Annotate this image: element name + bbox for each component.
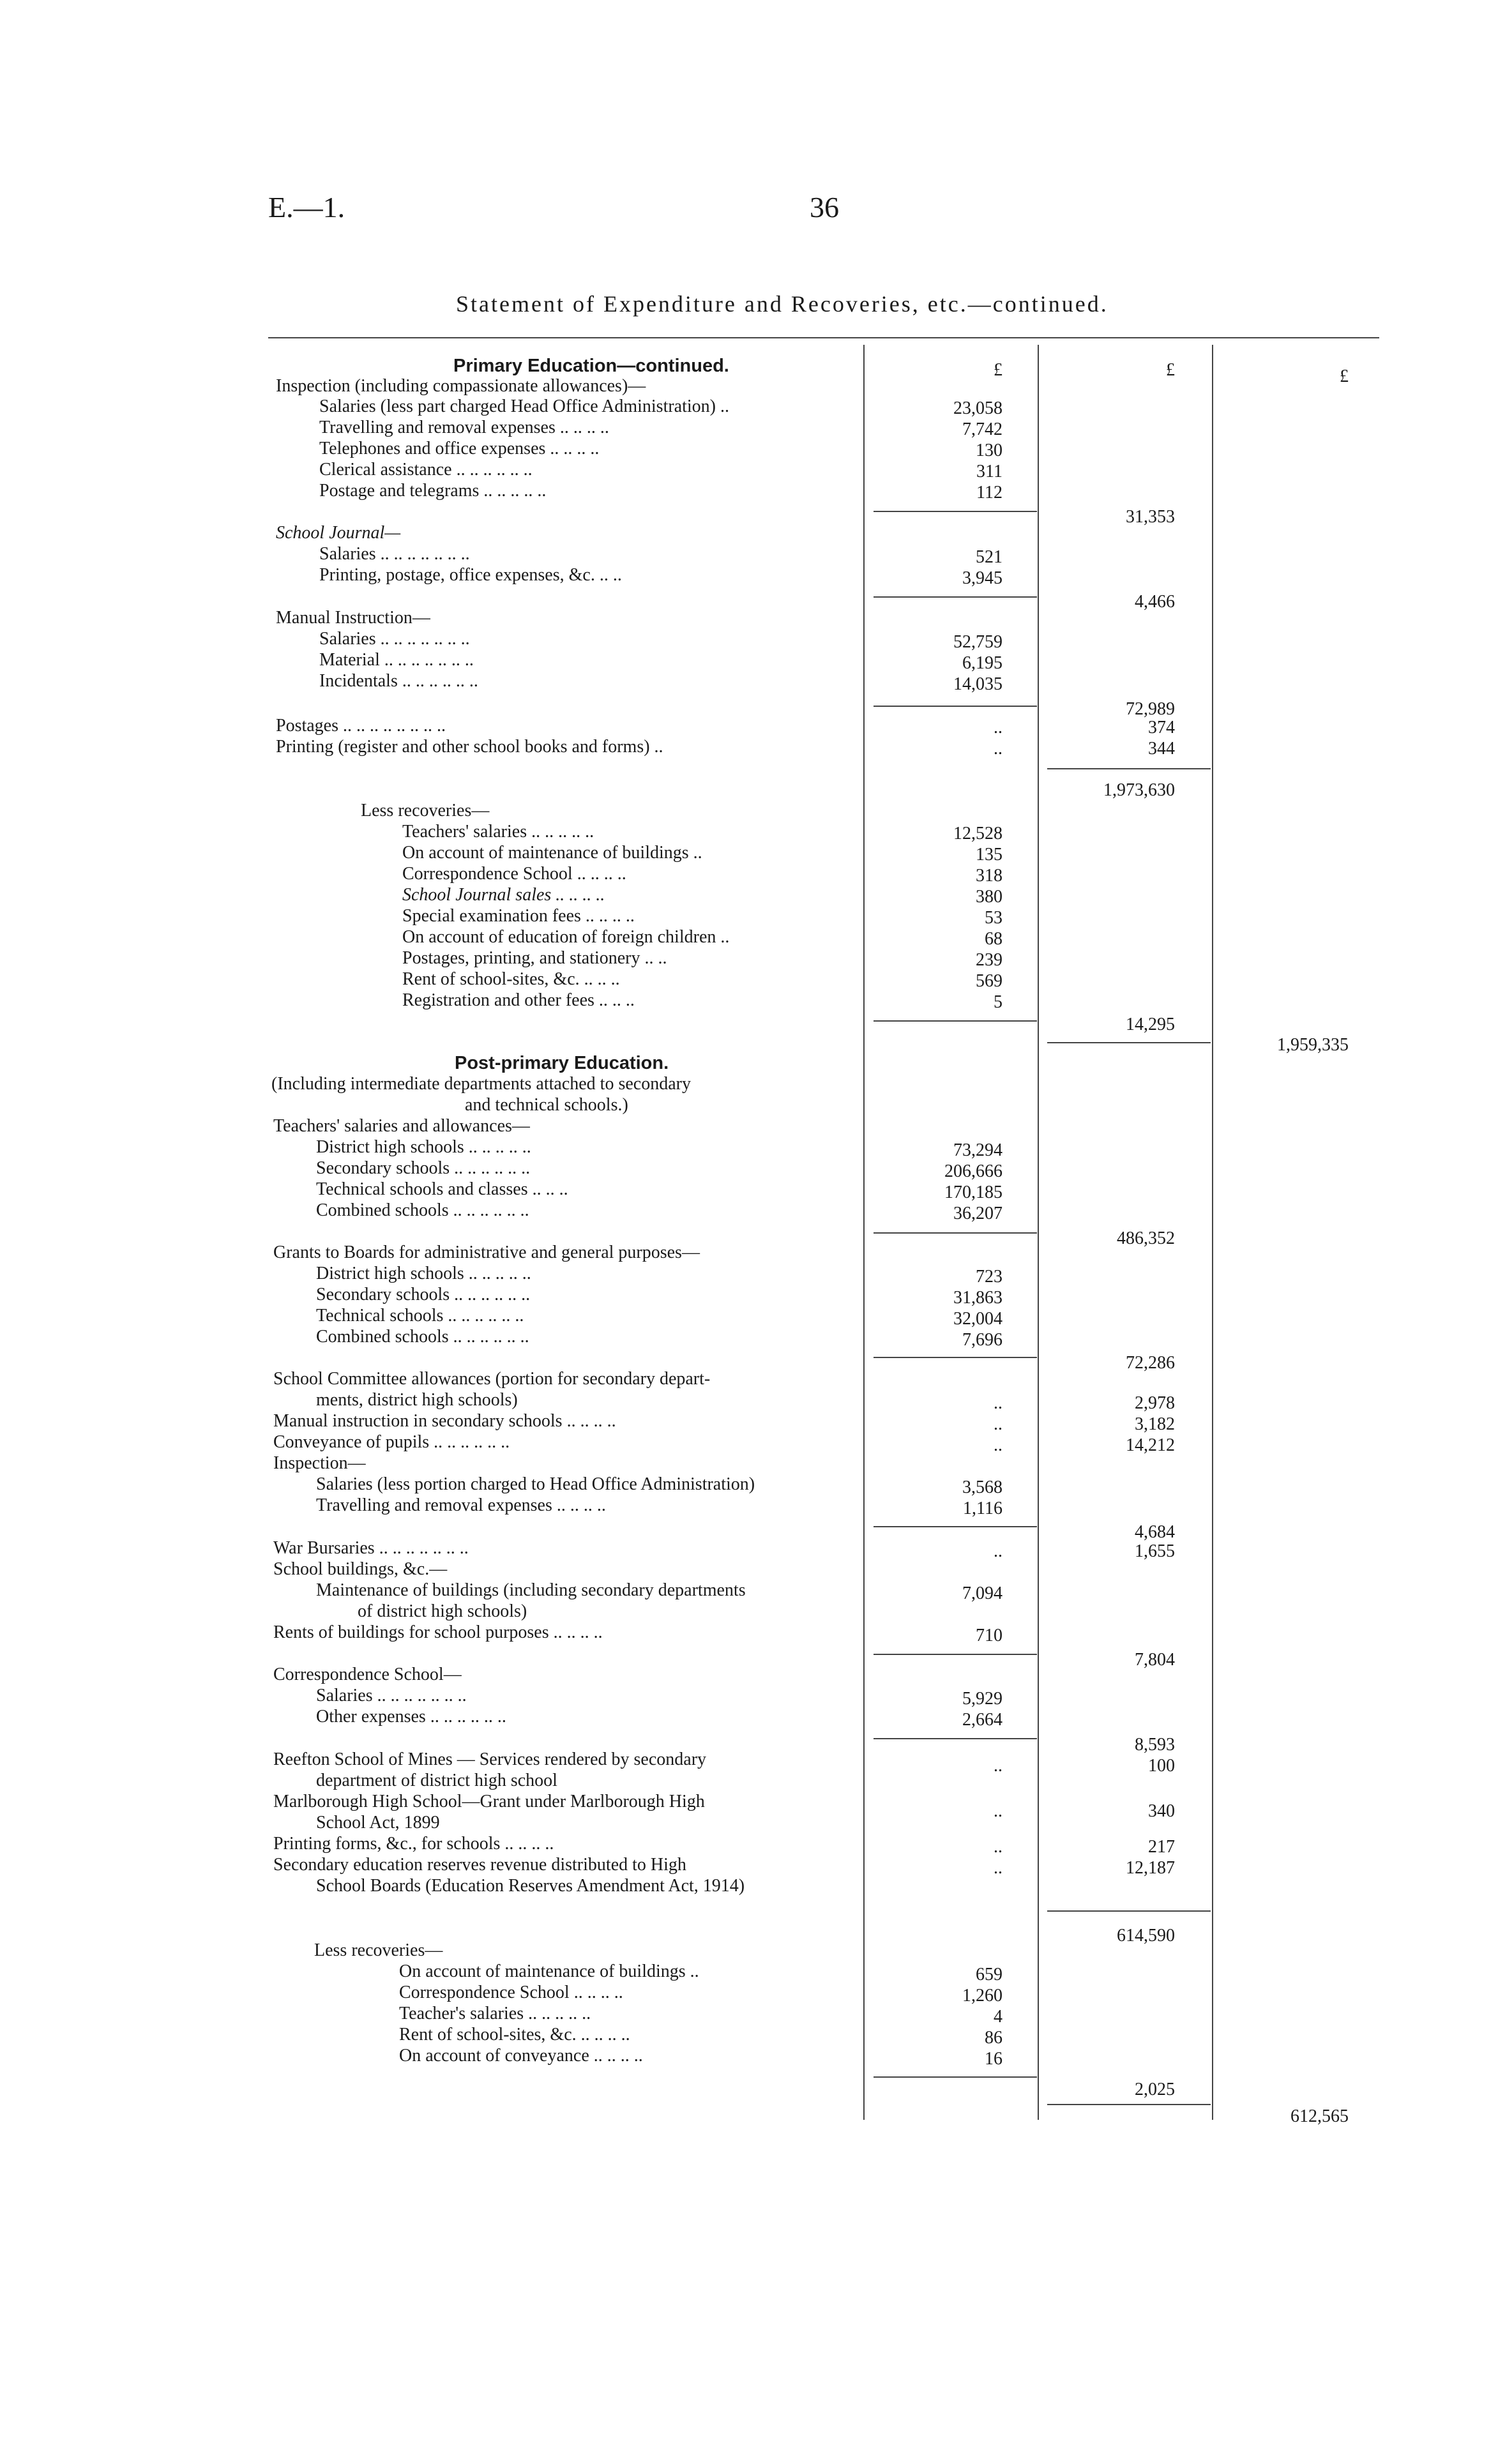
- total-rule: [1047, 1042, 1211, 1043]
- currency-col-1: £: [994, 360, 1002, 380]
- value: 2,664: [962, 1710, 1002, 1730]
- value: 68: [985, 929, 1002, 949]
- subtotal-rule: [874, 2076, 1037, 2078]
- value: 36,207: [953, 1204, 1002, 1223]
- list-item: Combined schools .. .. .. .. .. ..: [316, 1327, 529, 1347]
- reefton-label-cont: department of district high school: [316, 1771, 557, 1790]
- value: 5,929: [962, 1689, 1002, 1709]
- page-title: Statement of Expenditure and Recoveries, etc.—continued.: [456, 291, 1108, 317]
- value: 239: [976, 950, 1002, 970]
- value: ..: [994, 1541, 1002, 1561]
- grants-label: Grants to Boards for administrative and general purposes—: [273, 1243, 700, 1262]
- value: 86: [985, 2028, 1002, 2048]
- value: ..: [994, 1756, 1002, 1776]
- value: 3,568: [962, 1478, 1002, 1497]
- list-item-cont: of district high schools): [358, 1601, 527, 1621]
- gross-total: 614,590: [1117, 1926, 1175, 1946]
- committee-label: School Committee allowances (portion for secondary depart-: [273, 1369, 711, 1389]
- list-item: Postage and telegrams .. .. .. .. ..: [319, 481, 547, 501]
- value: ..: [994, 1435, 1002, 1455]
- value: 3,182: [1135, 1414, 1175, 1434]
- marlborough-label: Marlborough High School—Grant under Marlborough High: [273, 1792, 705, 1811]
- gross-total: 1,973,630: [1103, 780, 1175, 800]
- document-reference: E.—1.: [268, 191, 345, 223]
- list-item: District high schools .. .. .. .. ..: [316, 1264, 531, 1283]
- currency-col-2: £: [1166, 360, 1175, 380]
- list-item: On account of maintenance of buildings ..: [399, 1961, 699, 1981]
- conveyance-label: Conveyance of pupils .. .. .. .. .. ..: [273, 1432, 510, 1452]
- value: 710: [976, 1626, 1002, 1645]
- list-item: Printing, postage, office expenses, &c. .. ..: [319, 565, 622, 585]
- value: 16: [985, 2049, 1002, 2069]
- value: 4: [994, 2007, 1002, 2027]
- list-item: Rent of school-sites, &c. .. .. .. ..: [399, 2025, 630, 2045]
- subtotal-rule: [874, 1020, 1037, 1022]
- subtotal: 8,593: [1135, 1735, 1175, 1755]
- list-item: Postages, printing, and stationery .. ..: [402, 948, 667, 968]
- section-heading-postprimary: Post-primary Education.: [455, 1053, 669, 1073]
- net-total: 612,565: [1290, 2106, 1349, 2126]
- subtotal: 72,286: [1126, 1353, 1175, 1373]
- value: 374: [1148, 718, 1175, 737]
- value: 569: [976, 971, 1002, 991]
- list-item: Rent of school-sites, &c. .. .. ..: [402, 969, 620, 989]
- value: 311: [976, 462, 1002, 481]
- value: 5: [994, 992, 1002, 1012]
- list-item: School Journal sales .. .. .. ..: [402, 885, 605, 905]
- value: 31,863: [953, 1288, 1002, 1308]
- list-item: Registration and other fees .. .. ..: [402, 990, 635, 1010]
- marlborough-label-cont: School Act, 1899: [316, 1813, 440, 1833]
- list-item: District high schools .. .. .. .. ..: [316, 1137, 531, 1157]
- postages-label: Postages .. .. .. .. .. .. .. ..: [276, 716, 446, 736]
- list-item: Secondary schools .. .. .. .. .. ..: [316, 1285, 531, 1304]
- value: 206,666: [944, 1161, 1002, 1181]
- list-item: Other expenses .. .. .. .. .. ..: [316, 1707, 506, 1727]
- value: 7,696: [962, 1330, 1002, 1350]
- rents-label: Rents of buildings for school purposes .. .. .. ..: [273, 1622, 603, 1642]
- list-item: Correspondence School .. .. .. ..: [399, 1983, 623, 2002]
- value: 12,187: [1126, 1858, 1175, 1878]
- value: 32,004: [953, 1309, 1002, 1329]
- list-item: Salaries (less portion charged to Head Office Administration): [316, 1474, 755, 1494]
- value: ..: [994, 1414, 1002, 1434]
- note: and technical schools.): [465, 1095, 628, 1115]
- column-divider-3: [1212, 345, 1213, 2120]
- total-rule: [1047, 768, 1211, 769]
- value: 112: [976, 483, 1002, 503]
- value: 217: [1148, 1837, 1175, 1857]
- recoveries-total: 2,025: [1135, 2080, 1175, 2099]
- value: ..: [994, 718, 1002, 737]
- reserves-label: Secondary education reserves revenue distributed to High: [273, 1855, 686, 1875]
- value: 52,759: [953, 632, 1002, 652]
- list-item: Technical schools and classes .. .. ..: [316, 1179, 568, 1199]
- list-item: Salaries .. .. .. .. .. .. ..: [319, 544, 470, 564]
- section-heading-primary: Primary Education—continued.: [453, 356, 729, 376]
- buildings-label: School buildings, &c.—: [273, 1559, 448, 1579]
- value: 344: [1148, 739, 1175, 759]
- list-item: Telephones and office expenses .. .. .. ..: [319, 439, 600, 458]
- list-item: On account of maintenance of buildings ..: [402, 843, 702, 863]
- value: 380: [976, 887, 1002, 907]
- inspection-label: Inspection (including compassionate allowances)—: [276, 376, 646, 396]
- manual-label: Manual Instruction—: [276, 608, 430, 628]
- subtotal-rule: [874, 1654, 1037, 1655]
- list-item: Teacher's salaries .. .. .. .. ..: [399, 2004, 591, 2023]
- value: 521: [976, 547, 1002, 567]
- value: 1,655: [1135, 1541, 1175, 1561]
- list-item: Technical schools .. .. .. .. .. ..: [316, 1306, 524, 1326]
- currency-col-3: £: [1340, 367, 1349, 386]
- value: 7,742: [962, 419, 1002, 439]
- value: 130: [976, 441, 1002, 460]
- subtotal-rule: [874, 706, 1037, 707]
- printing-label: Printing forms, &c., for schools .. .. .. ..: [273, 1834, 554, 1854]
- value: 170,185: [944, 1183, 1002, 1202]
- value: 135: [976, 845, 1002, 865]
- value: 1,116: [963, 1499, 1002, 1518]
- reefton-label: Reefton School of Mines — Services rendered by secondary: [273, 1750, 707, 1769]
- list-item: Clerical assistance .. .. .. .. .. ..: [319, 460, 533, 480]
- list-item: Incidentals .. .. .. .. .. ..: [319, 671, 478, 691]
- net-total: 1,959,335: [1277, 1035, 1349, 1055]
- value: 53: [985, 908, 1002, 928]
- value: 12,528: [953, 824, 1002, 843]
- recoveries-label: Less recoveries—: [314, 1940, 443, 1960]
- value: ..: [994, 1837, 1002, 1857]
- subtotal-rule: [874, 1738, 1037, 1739]
- inspection-label: Inspection—: [273, 1453, 366, 1473]
- reserves-label-cont: School Boards (Education Reserves Amendment Act, 1914): [316, 1876, 745, 1896]
- printing-label: Printing (register and other school books and forms) ..: [276, 737, 663, 757]
- subtotal-rule: [874, 1526, 1037, 1527]
- value: 6,195: [962, 653, 1002, 673]
- value: 2,978: [1135, 1393, 1175, 1413]
- subtotal-rule: [874, 596, 1037, 598]
- correspondence-label: Correspondence School—: [273, 1665, 462, 1684]
- committee-label-cont: ments, district high schools): [316, 1390, 518, 1410]
- value: 14,212: [1126, 1435, 1175, 1455]
- recoveries-label: Less recoveries—: [361, 801, 490, 820]
- total-rule: [1047, 2104, 1211, 2105]
- subtotal: 31,353: [1126, 507, 1175, 527]
- page-number: 36: [810, 191, 839, 223]
- column-divider-2: [1038, 345, 1039, 2120]
- list-item: Travelling and removal expenses .. .. .. ..: [319, 418, 609, 437]
- list-item: Travelling and removal expenses .. .. .. ..: [316, 1495, 606, 1515]
- value: 3,945: [962, 568, 1002, 588]
- list-item: On account of education of foreign children ..: [402, 927, 730, 947]
- value: 1,260: [962, 1986, 1002, 2006]
- value: 23,058: [953, 398, 1002, 418]
- list-item: On account of conveyance .. .. .. ..: [399, 2046, 643, 2066]
- column-divider-1: [863, 345, 865, 2120]
- war-label: War Bursaries .. .. .. .. .. .. ..: [273, 1538, 469, 1558]
- subtotal: 4,684: [1135, 1522, 1175, 1542]
- total-rule: [1047, 1910, 1211, 1912]
- journal-label: School Journal—: [276, 523, 401, 543]
- list-item: Salaries .. .. .. .. .. .. ..: [319, 629, 470, 649]
- list-item: Special examination fees .. .. .. ..: [402, 906, 635, 926]
- value: 73,294: [953, 1140, 1002, 1160]
- recoveries-total: 14,295: [1126, 1015, 1175, 1034]
- value: 340: [1148, 1801, 1175, 1821]
- list-item: Combined schools .. .. .. .. .. ..: [316, 1200, 529, 1220]
- value: 318: [976, 866, 1002, 886]
- subtotal-rule: [874, 1357, 1037, 1358]
- value: 14,035: [953, 674, 1002, 694]
- list-item: Correspondence School .. .. .. ..: [402, 864, 626, 884]
- value: 659: [976, 1965, 1002, 1984]
- subtotal: 4,466: [1135, 592, 1175, 612]
- value: ..: [994, 739, 1002, 759]
- manual-label: Manual instruction in secondary schools .. .. .. ..: [273, 1411, 616, 1431]
- list-item: Secondary schools .. .. .. .. .. ..: [316, 1158, 531, 1178]
- value: ..: [994, 1393, 1002, 1413]
- value: 723: [976, 1267, 1002, 1287]
- value: 100: [1148, 1756, 1175, 1776]
- value: ..: [994, 1801, 1002, 1821]
- table-top-rule: [268, 337, 1379, 338]
- subtotal-rule: [874, 511, 1037, 512]
- list-item: Salaries (less part charged Head Office Administration) ..: [319, 397, 729, 416]
- list-item: Salaries .. .. .. .. .. .. ..: [316, 1686, 467, 1705]
- note: (Including intermediate departments attached to secondary: [271, 1074, 691, 1094]
- subtotal: 72,989: [1126, 699, 1175, 719]
- list-item: Teachers' salaries .. .. .. .. ..: [402, 822, 594, 842]
- value: ..: [994, 1858, 1002, 1878]
- value: 7,094: [962, 1583, 1002, 1603]
- list-item: Maintenance of buildings (including secondary departments: [316, 1580, 746, 1600]
- list-item: Material .. .. .. .. .. .. ..: [319, 650, 474, 670]
- subtotal: 486,352: [1117, 1228, 1175, 1248]
- subtotal: 7,804: [1135, 1650, 1175, 1670]
- subtotal-rule: [874, 1232, 1037, 1234]
- teachers-label: Teachers' salaries and allowances—: [273, 1116, 530, 1136]
